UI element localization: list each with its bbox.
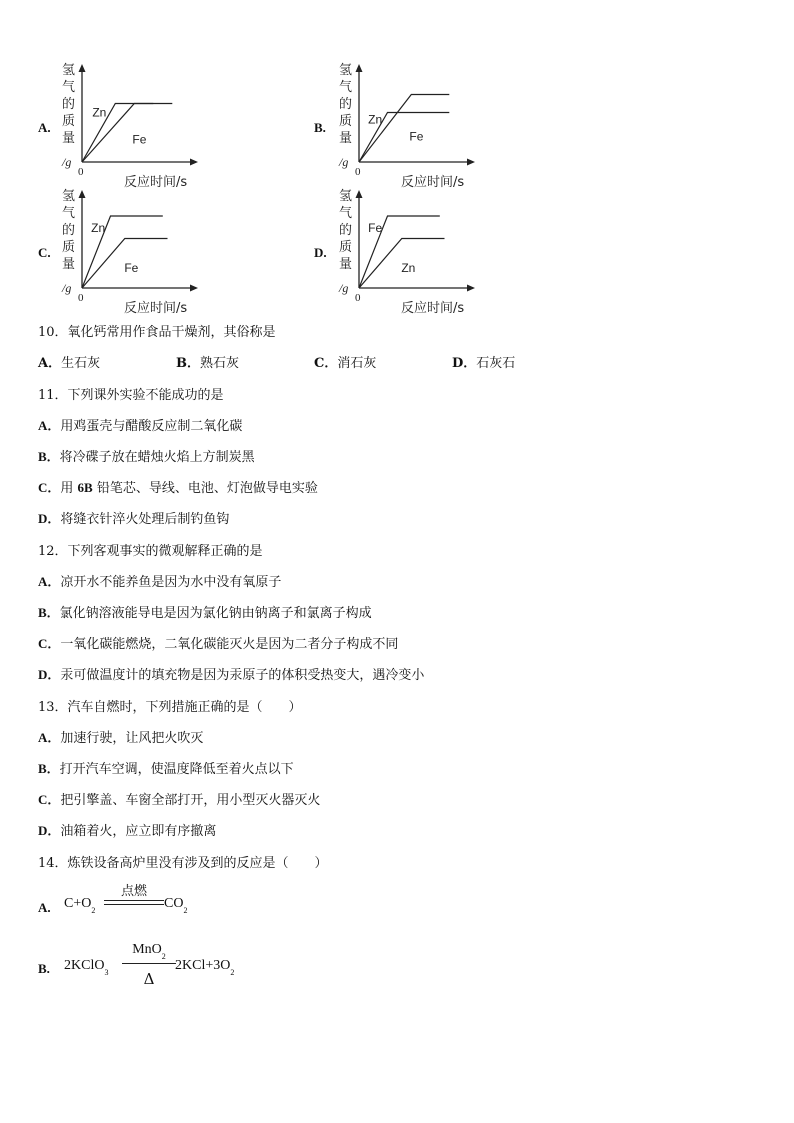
x-axis-label: 反应时间/s bbox=[401, 175, 465, 190]
origin-label: 0 bbox=[78, 292, 84, 304]
q11-option-a[interactable]: A．用鸡蛋壳与醋酸反应制二氧化碳 bbox=[38, 418, 243, 434]
y-axis-label-char: 气 bbox=[339, 80, 353, 95]
q13-option-d[interactable]: D．油箱着火，应立即有序撤离 bbox=[38, 823, 217, 839]
y-axis-label-char: 量 bbox=[62, 131, 76, 146]
q14-b-catalyst: MnO$_2$ bbox=[132, 942, 166, 961]
origin-label: 0 bbox=[355, 166, 361, 178]
series-label-fe: Fe bbox=[409, 129, 424, 144]
graph-option-letter[interactable]: D. bbox=[314, 245, 327, 260]
y-axis-label-char: 质 bbox=[339, 114, 353, 129]
hydrogen-mass-graph bbox=[58, 188, 218, 318]
graph-option[interactable] bbox=[335, 62, 495, 192]
graph-option-letter[interactable]: B. bbox=[314, 120, 326, 135]
series-label-fe: Fe bbox=[124, 261, 139, 276]
y-axis-label-char: 质 bbox=[62, 114, 76, 129]
y-axis-unit: /g bbox=[339, 281, 349, 295]
q11-option-c[interactable]: C．用 6B 铅笔芯、导线、电池、灯泡做导电实验 bbox=[38, 480, 318, 496]
series-label-zn: Zn bbox=[401, 261, 416, 276]
y-axis-label-char: 气 bbox=[62, 80, 76, 95]
q14-b-products: $2KCl+3O_2$ bbox=[175, 958, 235, 977]
y-axis-label-char: 的 bbox=[62, 223, 76, 238]
series-label-fe: Fe bbox=[132, 132, 147, 147]
hydrogen-mass-graph bbox=[335, 188, 495, 318]
y-axis-label-char: 质 bbox=[339, 240, 353, 255]
series-line-fe bbox=[359, 95, 449, 163]
y-axis-arrow bbox=[79, 64, 86, 72]
q10-option-c[interactable]: C．消石灰 bbox=[314, 356, 377, 371]
q14-a-equals-top bbox=[104, 900, 164, 901]
y-axis-label-char: 质 bbox=[62, 240, 76, 255]
x-axis-arrow bbox=[190, 285, 198, 292]
y-axis-unit: /g bbox=[62, 281, 72, 295]
y-axis-label-char: 的 bbox=[339, 223, 353, 238]
q14-option-b-letter: B. bbox=[38, 961, 50, 976]
q14-b-reactants: 2KClO$_3$ bbox=[64, 958, 109, 977]
x-axis-arrow bbox=[467, 159, 475, 166]
y-axis-label-char: 量 bbox=[62, 257, 76, 272]
origin-label: 0 bbox=[355, 292, 361, 304]
q14-a-reactants: $C+O_2$ bbox=[64, 896, 96, 915]
y-axis-label-char: 氢 bbox=[62, 63, 76, 78]
q10-stem: 10．氧化钙常用作食品干燥剂，其俗称是 bbox=[38, 325, 276, 340]
series-label-zn: Zn bbox=[368, 112, 383, 127]
y-axis-label-char: 量 bbox=[339, 257, 353, 272]
q12-stem: 12．下列客观事实的微观解释正确的是 bbox=[38, 544, 263, 559]
q14-a-products: $CO_2$ bbox=[164, 896, 188, 915]
q14-option-a-letter: A. bbox=[38, 900, 51, 915]
y-axis-unit: /g bbox=[62, 155, 72, 169]
graph-option[interactable] bbox=[58, 188, 218, 318]
q14-a-equals-bottom bbox=[104, 904, 164, 905]
q13-option-b[interactable]: B．打开汽车空调，使温度降低至着火点以下 bbox=[38, 761, 294, 777]
q10-option-d[interactable]: D．石灰石 bbox=[452, 356, 516, 371]
q11-stem: 11．下列课外实验不能成功的是 bbox=[38, 388, 224, 403]
y-axis-label-char: 量 bbox=[339, 131, 353, 146]
q11-option-d[interactable]: D．将缝衣针淬火处理后制钓鱼钩 bbox=[38, 511, 230, 527]
hydrogen-mass-graph bbox=[335, 62, 495, 192]
q14-b-heat: Δ bbox=[143, 970, 155, 988]
y-axis-arrow bbox=[356, 190, 363, 198]
series-label-fe: Fe bbox=[368, 220, 383, 235]
q13-option-c[interactable]: C．把引擎盖、车窗全部打开，用小型灭火器灭火 bbox=[38, 792, 321, 808]
y-axis-label-char: 氢 bbox=[339, 63, 353, 78]
q13-option-a[interactable]: A．加速行驶，让风把火吹灭 bbox=[38, 730, 204, 746]
y-axis-label-char: 气 bbox=[339, 206, 353, 221]
origin-label: 0 bbox=[78, 166, 84, 178]
q12-option-a[interactable]: A．凉开水不能养鱼是因为水中没有氧原子 bbox=[38, 574, 282, 590]
y-axis-label-char: 的 bbox=[62, 97, 76, 112]
y-axis-unit: /g bbox=[339, 155, 349, 169]
hydrogen-mass-graph bbox=[58, 62, 218, 192]
graph-option-letter[interactable]: A. bbox=[38, 120, 51, 135]
graph-option[interactable] bbox=[335, 188, 495, 318]
q14-stem: 14．炼铁设备高炉里没有涉及到的反应是（ ） bbox=[38, 856, 328, 871]
x-axis-label: 反应时间/s bbox=[124, 175, 188, 190]
series-label-zn: Zn bbox=[92, 105, 107, 120]
series-label-zn: Zn bbox=[91, 220, 106, 235]
q10-option-a[interactable]: A．生石灰 bbox=[38, 356, 101, 371]
y-axis-arrow bbox=[79, 190, 86, 198]
x-axis-label: 反应时间/s bbox=[124, 301, 188, 316]
q13-stem: 13．汽车自燃时，下列措施正确的是（ ） bbox=[38, 700, 302, 715]
x-axis-arrow bbox=[467, 285, 475, 292]
q10-option-b[interactable]: B．熟石灰 bbox=[176, 356, 240, 371]
q10-options bbox=[38, 352, 558, 370]
q12-option-d[interactable]: D．汞可做温度计的填充物是因为汞原子的体积受热变大，遇冷变小 bbox=[38, 667, 425, 683]
y-axis-label-char: 氢 bbox=[339, 189, 353, 204]
y-axis-label-char: 氢 bbox=[62, 189, 76, 204]
y-axis-arrow bbox=[356, 64, 363, 72]
q12-option-c[interactable]: C．一氧化碳能燃烧，二氧化碳能灭火是因为二者分子构成不同 bbox=[38, 636, 399, 652]
graph-option-letter[interactable]: C. bbox=[38, 245, 51, 260]
graph-option[interactable] bbox=[58, 62, 218, 192]
q11-option-b[interactable]: B．将冷碟子放在蜡烛火焰上方制炭黑 bbox=[38, 449, 255, 465]
q14-a-condition: 点燃 bbox=[120, 884, 147, 899]
y-axis-label-char: 的 bbox=[339, 97, 353, 112]
x-axis-label: 反应时间/s bbox=[401, 301, 465, 316]
q12-option-b[interactable]: B．氯化钠溶液能导电是因为氯化钠由钠离子和氯离子构成 bbox=[38, 605, 372, 621]
q14-b-arrow-line bbox=[122, 963, 176, 964]
y-axis-label-char: 气 bbox=[62, 206, 76, 221]
x-axis-arrow bbox=[190, 159, 198, 166]
